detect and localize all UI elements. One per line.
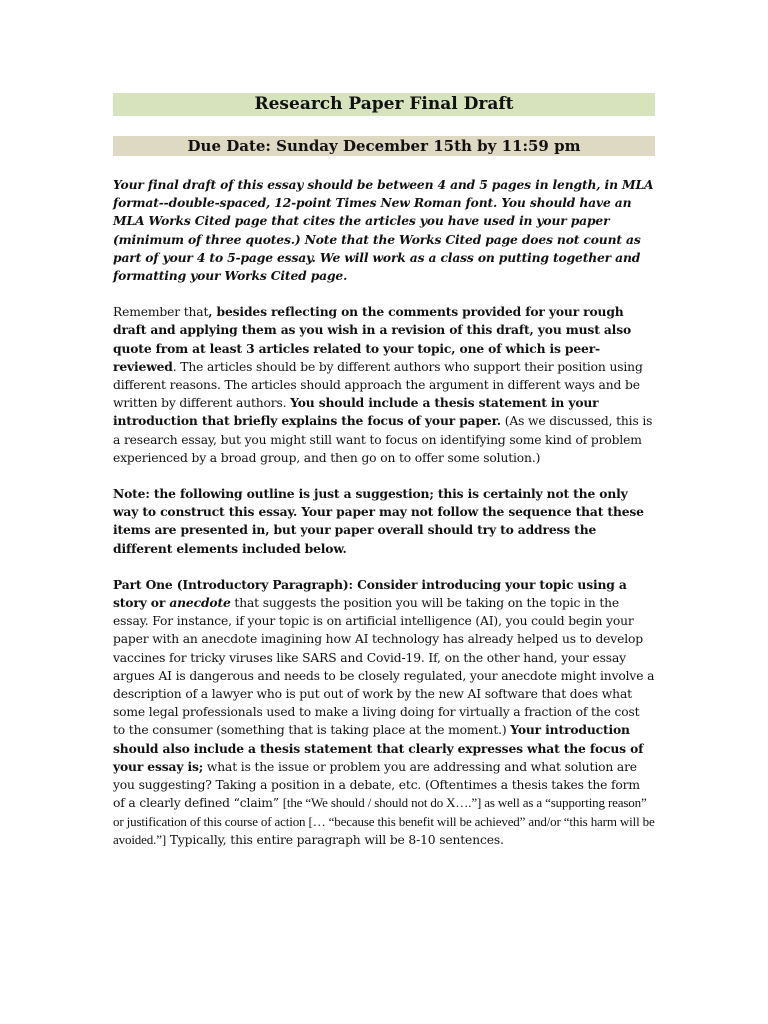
part-one-text-1: that suggests the position you will be taking on the topic in the essay. For instance, if your topic is on artificial intelligence (AI), you could begin your paper with an anecdote imagining how AI technology has already helped us to develop vaccines for tricky viruses like SARS and Covid-19. If, on the other hand, your essay argues AI is dangerous and needs to be closely regulated, your anecdote might involve a description of a lawyer who is put out of work by the new AI software that does what some legal professionals used to make a living doing for virtually a fraction of the cost to the consumer (something that is taking place at the moment.) — [113, 596, 655, 738]
part-one-paragraph — [113, 576, 655, 849]
document-body — [113, 93, 655, 849]
requirements-text-3: (As we discussed, this is a research essay, but you might still want to focus on identifying some kind of problem experienced by a broad group, and then go on to offer some solution.) — [113, 414, 653, 465]
part-one-heading: Part One (Introductory Paragraph): Consider introducing your topic using a story or — [113, 576, 627, 611]
due-date-banner: Due Date: Sunday December 15th by 11:59 pm — [113, 136, 655, 156]
note-paragraph: Note: the following outline is just a suggestion; this is certainly not the only way to construct this essay. Your paper may not follow the sequence that these items are presented in, but your paper overall should try to address the different elements included below. — [113, 486, 644, 556]
part-one-text-2: what is the issue or problem you are addressing and what solution are you suggesting? Taking a position in a debate, etc. (Oftentimes a thesis takes the form of a clearly defined “claim” — [113, 759, 640, 811]
requirements-emphasis-1: , besides reflecting on the comments provided for your rough draft and applying them as you wish in a revision of this draft, you must also quote from at least 3 articles related to your topic, one of which is peer-reviewed — [113, 304, 632, 374]
requirements-text-2: . The articles should be by different authors who support their position using different reasons. The articles should approach the argument in different ways and be written by different authors. — [113, 359, 643, 411]
part-one-anecdote: anecdote — [169, 595, 231, 611]
part-one-text-3: Typically, this entire paragraph will be 8-10 sentences. — [166, 832, 504, 847]
requirements-paragraph — [113, 303, 655, 467]
requirements-emphasis-2: You should include a thesis statement in your introduction that briefly explains the focus of your paper. — [113, 395, 599, 429]
part-one-emphasis: Your introduction should also include a thesis statement that clearly expresses what the focus of your essay is; — [113, 722, 644, 774]
intro-paragraph: Your final draft of this essay should be between 4 and 5 pages in length, in MLA format--double-spaced, 12-point Times New Roman font. You should have an MLA Works Cited page that cites the articles you have used in your paper (minimum of three quotes.) Note that the Works Cited page does not count as part of your 4 to 5-page essay. We will work as a class on putting together and formatting your Works Cited page. — [113, 177, 654, 284]
page-title: Research Paper Final Draft — [113, 93, 655, 116]
part-one-thesis-example: [the “We should / should not do X….”] as well as a “supporting reason” or justification of this course of action [… “because this benefit will be achieved” and/or “this harm will be avoided.”] — [113, 795, 655, 847]
requirements-text-1: Remember that — [113, 305, 209, 320]
